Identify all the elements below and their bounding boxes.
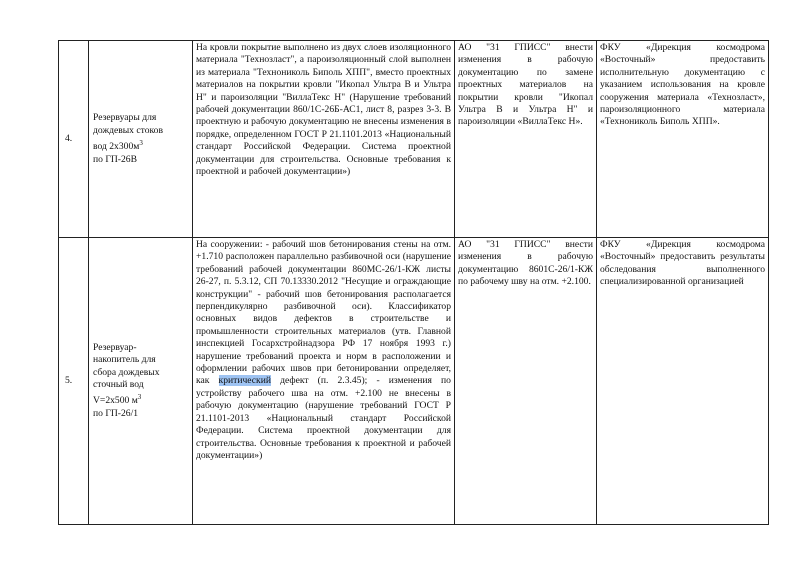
violation-text: дефект (п. 2.3.45); - изменения по устройству рабочего шва на отм. +2.100 не внесены в рабочую документацию (нарушение требований ГОСТ Р 21.1101-2013 «Национальный стандарт Российской Федерации. Система проектной документации для строительства. Основные требования к проектной и рабочей документации») [196,375,451,461]
table-row [59,238,769,525]
unit-superscript: 3 [139,138,143,147]
object-volume: V=2х500 м [93,395,138,407]
object-volume: вод 2х300м [93,141,140,153]
row-number: 5. [59,238,89,525]
responsible-cell: АО "31 ГПИСС" внести изменения в рабочую документацию 8601С-26/1-КЖ по рабочему шву на отм. +2.100. [455,238,597,525]
violation-cell [193,238,455,525]
object-line: Резервуары для [93,112,157,124]
object-line: накопитель для [93,354,156,366]
object-cell [89,41,193,238]
object-line: по ГП-26В [93,153,137,165]
object-line: дождевых стоков [93,124,163,136]
row-number: 4. [59,41,89,238]
violations-table [58,40,769,525]
object-line: Резервуар- [93,341,137,353]
violation-text: На сооружении: - рабочий шов бетонирования стены на отм. +1.710 расположен параллельно разбивочной оси (нарушение требований рабочей документации 860МС-26/1-КЖ листы 26-27, п. 5.3.12, СП 70.13330.2012 "Несущие и ограждающие конструкции" - рабочий шов бетонирования располагается перпендикулярно разбивочной оси). Классификатор основных видов дефектов в строительстве и промышленности строительных материалов (утв. Главной инспекцией Госархстройнадзора РФ 17 ноября 1993 г.) нарушение требований проекта и норм в расположении и оформлении рабочих швов при бетонировании определяет, как [196,239,451,387]
object-line: сбора дождевых [93,366,160,378]
requirement-cell: ФКУ «Дирекция космодрома «Восточный» предоставить результаты обследования выполненного специализированной организацией [597,238,769,525]
unit-superscript: 3 [137,393,142,402]
object-cell [89,238,193,525]
table-row [59,41,769,238]
requirement-cell: ФКУ «Дирекция космодрома «Восточный» предоставить исполнительную документацию с указанием использования на кровле сооружения материала «Технозласт», пароизоляционного материала «Технониколь Биполь ХПП». [597,41,769,238]
object-line [93,391,189,408]
highlighted-word[interactable]: критический [218,375,271,387]
object-line [93,137,189,154]
responsible-cell: АО "31 ГПИСС" внести изменения в рабочую документацию по замене проектных материалов на покрытии кровли "Икопал Ультра В и Ультра Н" и пароизоляции «ВиллаТекс Н». [455,41,597,238]
object-line: сточный вод [93,378,144,390]
object-line: по ГП-26/1 [93,407,139,419]
violation-cell: На кровли покрытие выполнено из двух слоев изоляционного материала "Технозласт", а пароизоляционный слой выполнен из материала "Технониколь Биполь ХПП", вместо проектных материалов на покрытии кровли "Икопал Ультра В и Ультра Н" и пароизоляции "ВиллаТекс Н" (Нарушение требований рабочей документации 860/1С-26Б-АС1, лист 8, разрез 3-3. В проектную и рабочую документацию не внесены изменения в порядке, определенном ГОСТ Р 21.1101.2013 «Национальный стандарт Российской Федерации. Система проектной документации для строительства. Основные требования к проектной и рабочей документации») [193,41,455,238]
